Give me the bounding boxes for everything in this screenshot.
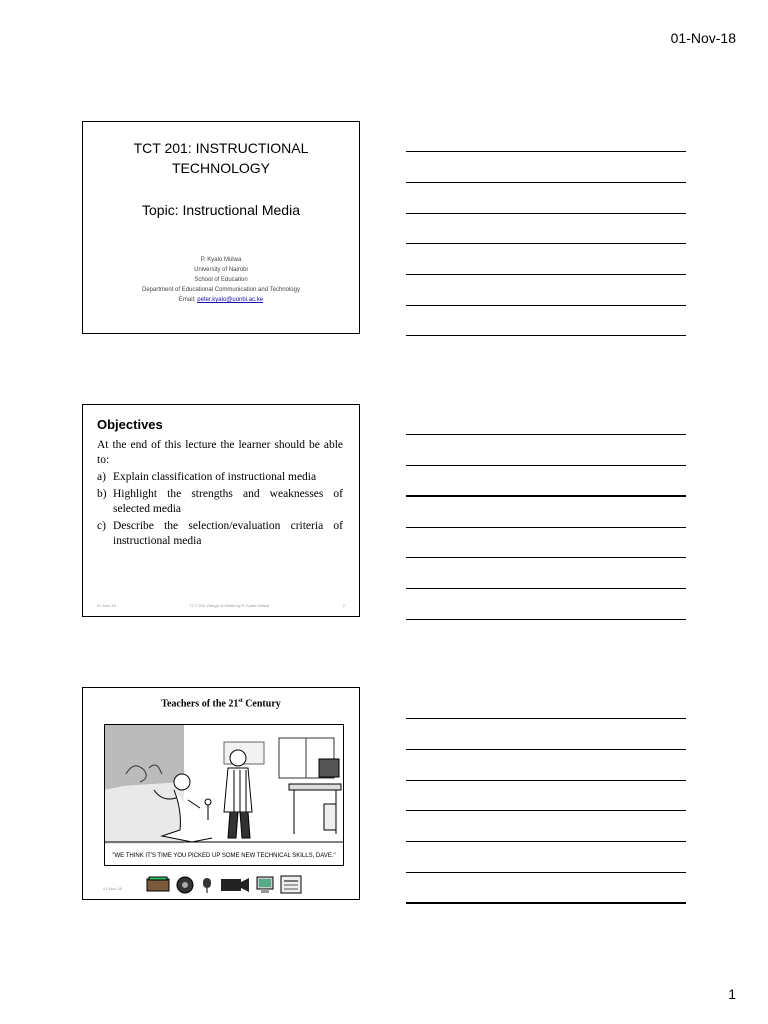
objective-item: [97, 487, 343, 517]
slide-2-footer-page: 2: [342, 603, 345, 608]
department-name: Department of Educational Communication and Technology: [142, 287, 300, 293]
objectives-list: [97, 470, 343, 549]
objective-text: Highlight the strengths and weaknesses of selected media: [113, 488, 343, 515]
slide-3-title: [83, 698, 359, 709]
cartoon-caption: "WE THINK IT'S TIME YOU PICKED UP SOME NEW TECHNICAL SKILLS, DAVE.": [112, 853, 336, 859]
note-line: [406, 749, 686, 750]
title-post: Century: [242, 698, 281, 710]
title-line-2: TECHNOLOGY: [171, 160, 270, 176]
note-line: [406, 305, 686, 306]
slide-2: [82, 404, 360, 617]
slide-2-footer-date: 01-Nov-18: [97, 603, 116, 608]
note-line: [406, 495, 686, 497]
slide-3: [82, 687, 360, 900]
note-line: [406, 718, 686, 719]
slide-1-topic: Topic: Instructional Media: [142, 202, 300, 218]
note-line: [406, 182, 686, 183]
note-line: [406, 213, 686, 214]
microphone-icon: [203, 878, 211, 893]
school-name: School of Education: [194, 277, 248, 283]
objective-item: [97, 519, 343, 549]
page-date: 01-Nov-18: [670, 30, 736, 46]
book-icon: [147, 877, 169, 891]
objectives-body: [97, 438, 343, 551]
slide-2-footer: [97, 603, 345, 608]
note-line: [406, 780, 686, 781]
objective-text: Explain classification of instructional media: [113, 471, 317, 483]
objective-label: c): [97, 520, 106, 532]
note-line: [406, 810, 686, 811]
note-line: [406, 465, 686, 466]
slide-1: [82, 121, 360, 334]
note-line: [406, 274, 686, 275]
computer-icon: [257, 877, 273, 893]
objective-label: b): [97, 488, 107, 500]
objective-label: a): [97, 471, 106, 483]
title-line-1: TCT 201: INSTRUCTIONAL: [133, 140, 309, 156]
note-line: [406, 243, 686, 244]
note-line: [406, 335, 686, 336]
note-line: [406, 434, 686, 435]
title-pre: Teachers of the 21: [161, 698, 239, 710]
note-line: [406, 902, 686, 904]
objective-item: [97, 470, 343, 485]
newspaper-icon: [281, 876, 301, 893]
video-camera-icon: [221, 878, 249, 892]
media-icon-strip: [145, 873, 305, 895]
email-link[interactable]: peter.kyalo@uonbi.ac.ke: [197, 297, 264, 303]
cartoon-illustration: [104, 724, 344, 866]
note-line: [406, 151, 686, 152]
author-info: [87, 255, 355, 305]
film-reel-icon: [177, 877, 193, 893]
email-label: Email:: [178, 297, 198, 303]
page-number: 1: [728, 986, 736, 1002]
note-line: [406, 619, 686, 620]
note-line: [406, 557, 686, 558]
objectives-heading: Objectives: [97, 417, 163, 432]
author-name: P. Kyalo Mulwa: [200, 257, 242, 263]
objective-text: Describe the selection/evaluation criteria of instructional media: [113, 520, 343, 547]
note-line: [406, 841, 686, 842]
note-line: [406, 588, 686, 589]
slide-1-title: [93, 138, 349, 178]
university-name: University of Nairobi: [194, 267, 248, 273]
title-sup: st: [238, 698, 243, 704]
email-row: [87, 295, 355, 305]
note-line: [406, 527, 686, 528]
note-line: [406, 872, 686, 873]
objectives-intro: At the end of this lecture the learner should be able to:: [97, 439, 343, 466]
slide-2-footer-title: TCT 201: Range of Media by P. Kyalo Mulwa: [189, 603, 269, 608]
slide-3-footer-date: 01-Nov-18: [103, 886, 122, 891]
